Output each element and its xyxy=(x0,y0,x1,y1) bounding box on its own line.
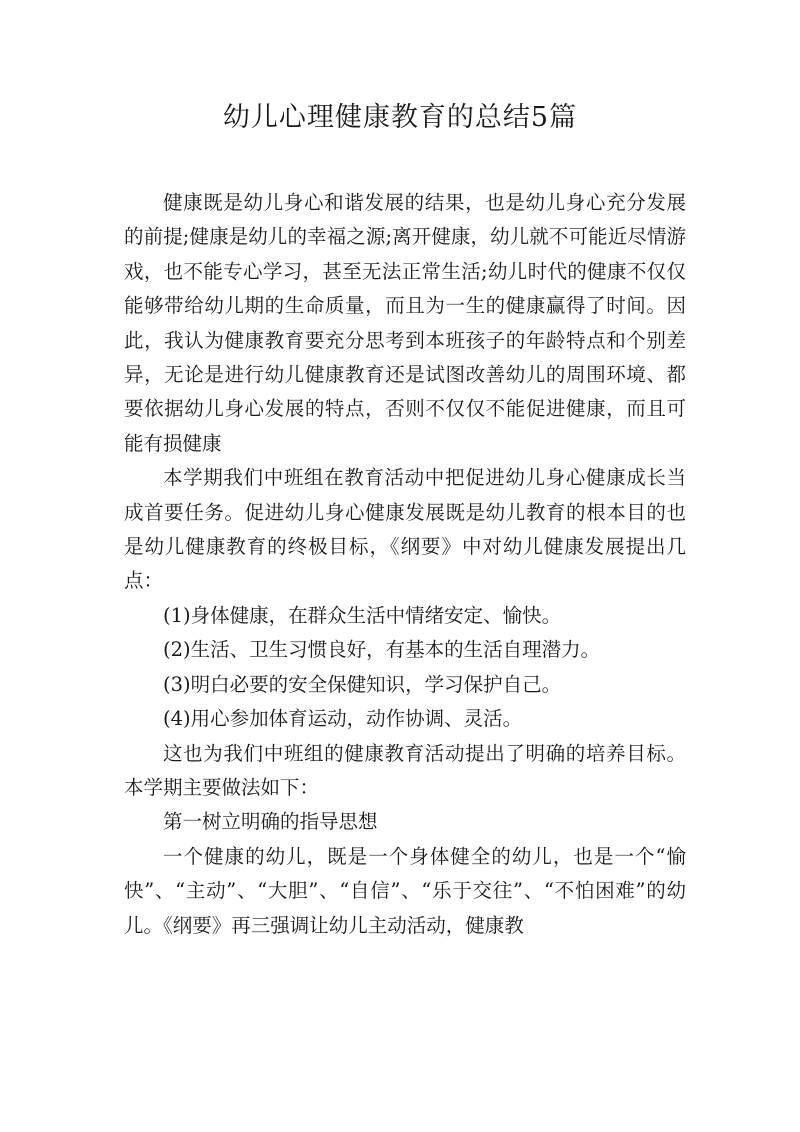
paragraph: 本学期我们中班组在教育活动中把促进幼儿身心健康成长当成首要任务。促进幼儿身心健康发展既是幼儿教育的根本目的也是幼儿健康教育的终极目标，《纲要》中对幼儿健康发展提出几点： xyxy=(124,466,686,593)
list-item: (2)生活、卫生习惯良好，有基本的生活自理潜力。 xyxy=(163,638,601,662)
paragraph: 这也为我们中班组的健康教育活动提出了明确的培养目标。本学期主要做法如下： xyxy=(124,741,686,799)
paragraph: 健康既是幼儿身心和谐发展的结果，也是幼儿身心充分发展的前提;健康是幼儿的幸福之源;离开健康，幼儿就不可能近尽情游戏，也不能专心学习，甚至无法正常生活;幼儿时代的健康不仅仅能够带给幼儿期的生命质量，而且为一生的健康赢得了时间。因此，我认为健康教育要充分思考到本班孩子的年龄特点和个别差异，无论是进行幼儿健康教育还是试图改善幼儿的周围环境、都要依据幼儿身心发展的特点，否则不仅仅不能促进健康，而且可能有损健康 xyxy=(124,191,686,455)
list-item: (1)身体健康，在群众生活中情绪安定、愉快。 xyxy=(163,603,562,627)
document-title: 幼儿心理健康教育的总结5篇 xyxy=(222,102,578,133)
section-heading: 第一树立明确的指导思想 xyxy=(163,810,378,834)
document-body xyxy=(124,186,686,943)
paragraph: 一个健康的幼儿，既是一个身体健全的幼儿，也是一个“愉快”、“主动”、“大胆”、“自信”、“乐于交往”、“不怕困难”的幼儿。《纲要》再三强调让幼儿主动活动，健康教 xyxy=(124,844,686,937)
list-item: (4)用心参加体育运动，动作协调、灵活。 xyxy=(163,707,523,731)
list-item: (3)明白必要的安全保健知识，学习保护自己。 xyxy=(163,672,562,696)
